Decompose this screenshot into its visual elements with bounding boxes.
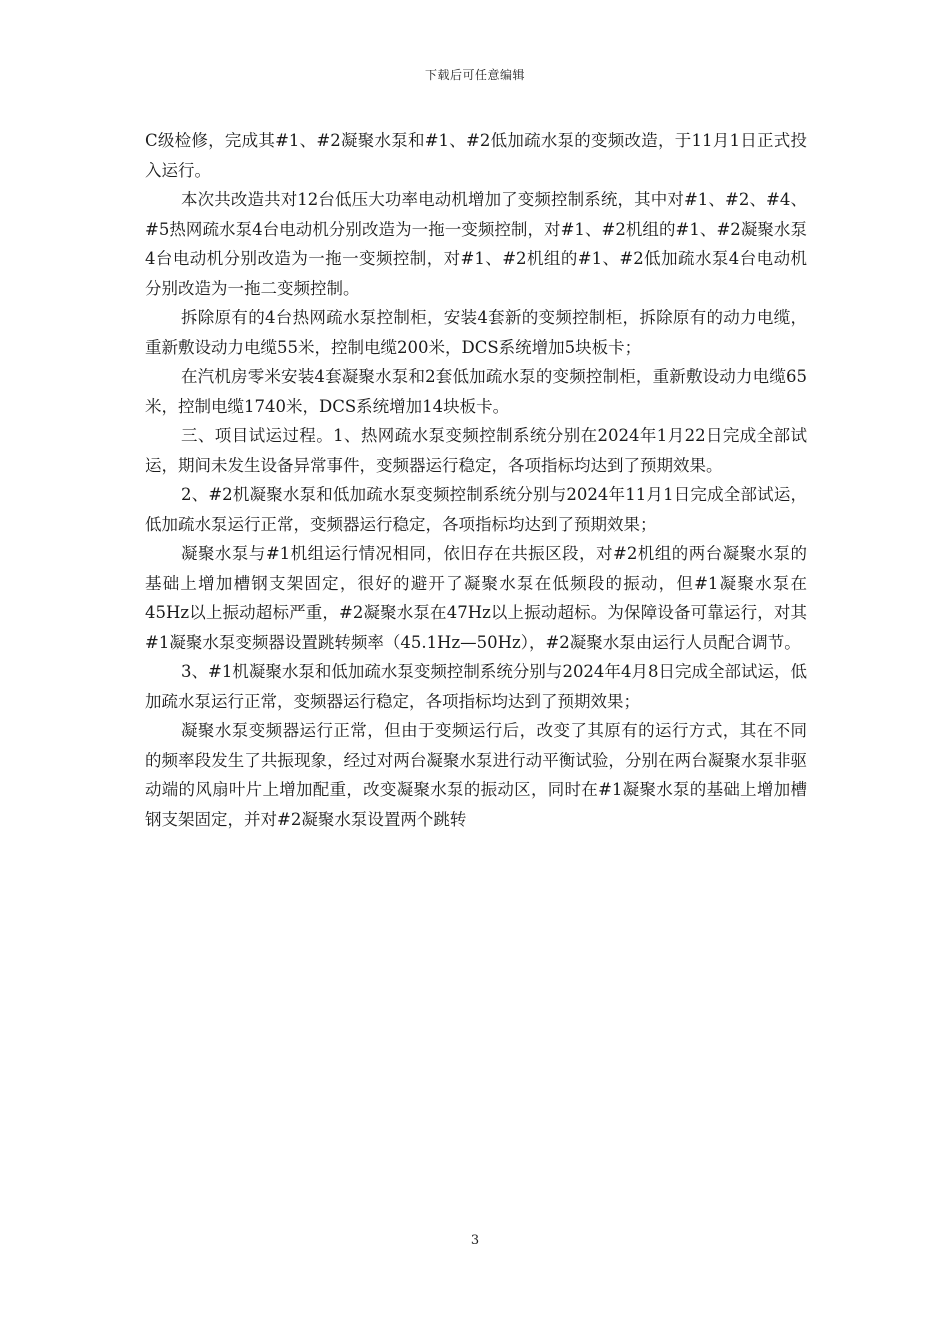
- paragraph-4: 在汽机房零米安装4套凝聚水泵和2套低加疏水泵的变频控制柜，重新敷设动力电缆65米，控制电缆1740米，DCS系统增加14块板卡。: [145, 367, 807, 416]
- paragraph-3: 拆除原有的4台热网疏水泵控制柜，安装4套新的变频控制柜，拆除原有的动力电缆，重新敷设动力电缆55米，控制电缆200米，DCS系统增加5块板卡；: [145, 308, 807, 357]
- paragraph-9: 凝聚水泵变频器运行正常，但由于变频运行后，改变了其原有的运行方式，其在不同的频率段发生了共振现象，经过对两台凝聚水泵进行动平衡试验，分别在两台凝聚水泵非驱动端的风扇叶片上增加配重，改变凝聚水泵的振动区，同时在#1凝聚水泵的基础上增加槽钢支架固定，并对#2凝聚水泵设置两个跳转: [145, 721, 807, 829]
- paragraph-7: 凝聚水泵与#1机组运行情况相同，依旧存在共振区段，对#2机组的两台凝聚水泵的基础上增加槽钢支架固定，很好的避开了凝聚水泵在低频段的振动，但#1凝聚水泵在45Hz以上振动超标严重，#2凝聚水泵在47Hz以上振动超标。为保障设备可靠运行，对其#1凝聚水泵变频器设置跳转频率（45.1Hz—50Hz），#2凝聚水泵由运行人员配合调节。: [145, 544, 807, 652]
- document-body: [145, 126, 807, 834]
- paragraph-8: 3、#1机凝聚水泵和低加疏水泵变频控制系统分别与2024年4月8日完成全部试运，低加疏水泵运行正常，变频器运行稳定，各项指标均达到了预期效果；: [145, 662, 807, 711]
- paragraph-6: 2、#2机凝聚水泵和低加疏水泵变频控制系统分别与2024年11月1日完成全部试运，低加疏水泵运行正常，变频器运行稳定，各项指标均达到了预期效果；: [145, 485, 807, 534]
- page-number: 3: [470, 1233, 480, 1248]
- paragraph-5: 三、项目试运过程。1、热网疏水泵变频控制系统分别在2024年1月22日完成全部试运，期间未发生设备异常事件，变频器运行稳定，各项指标均达到了预期效果。: [145, 426, 807, 475]
- paragraph-2: 本次共改造共对12台低压大功率电动机增加了变频控制系统，其中对#1、#2、#4、#5热网疏水泵4台电动机分别改造为一拖一变频控制，对#1、#2机组的#1、#2凝聚水泵4台电动机分别改造为一拖一变频控制，对#1、#2机组的#1、#2低加疏水泵4台电动机分别改造为一拖二变频控制。: [145, 190, 807, 298]
- paragraph-1: C级检修，完成其#1、#2凝聚水泵和#1、#2低加疏水泵的变频改造，于11月1日正式投入运行。: [145, 131, 807, 180]
- page-header: 下载后可任意编辑: [424, 68, 525, 82]
